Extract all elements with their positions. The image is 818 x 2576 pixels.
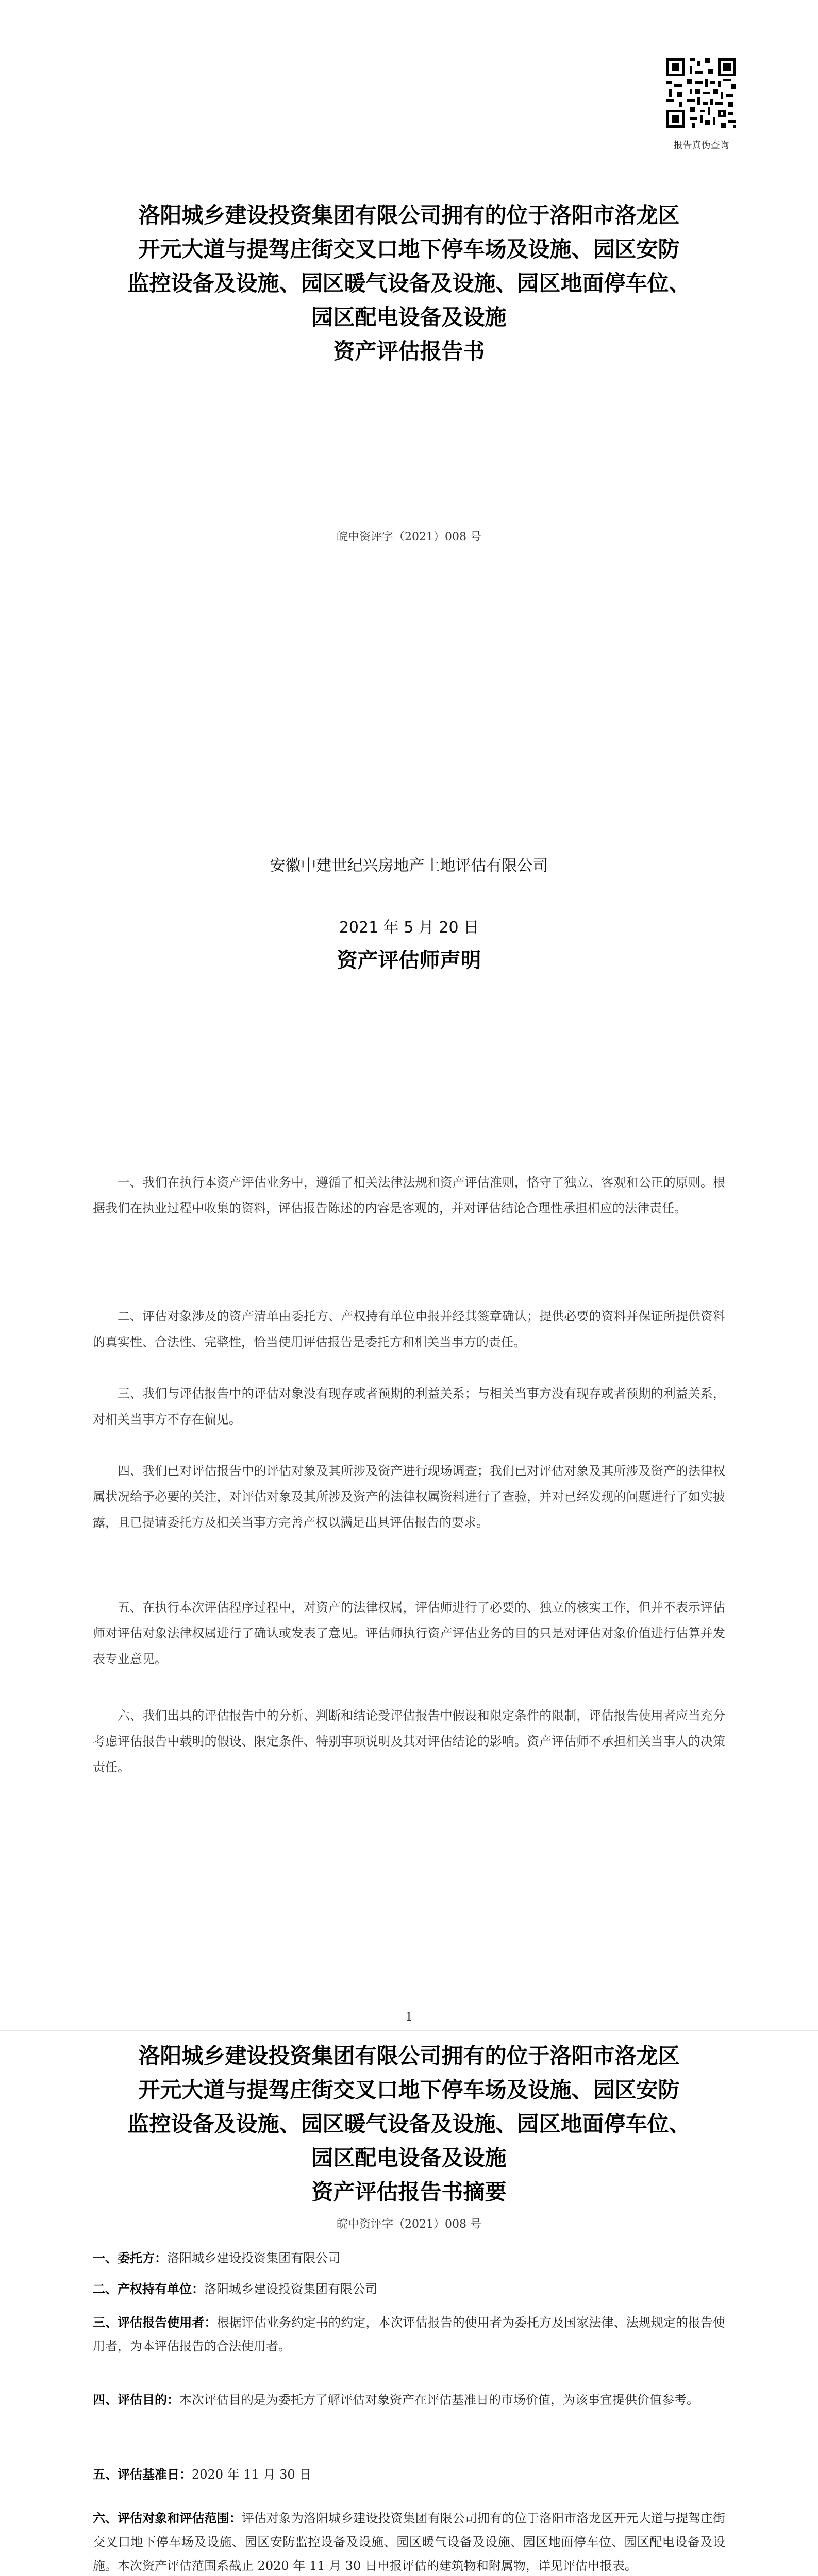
qr-caption: 报告真伪查询 [673,140,729,151]
summary-item [93,2277,725,2301]
item-text: 评估对象为洛阳城乡建设投资集团有限公司拥有的位于洛阳市洛龙区开元大道与提驾庄街交叉口地下停车场及设施、园区安防监控设备及设施、园区暖气设备及设施、园区地面停车位、园区配电设备及设施。本次资产评估范围系截止 2020 年 11 月 30 日申报评估的建筑物和附属物，详见评估申报表。 [93,2511,726,2573]
title-line: 园区配电设备及设施 [311,304,507,330]
item-label: 五、评估基准日： [93,2467,192,2482]
qr-code [664,56,739,130]
item-text: 洛阳城乡建设投资集团有限公司 [204,2282,377,2296]
title-line: 洛阳城乡建设投资集团有限公司拥有的位于洛阳市洛龙区 [138,2043,680,2069]
title-line: 资产评估报告书摘要 [311,2179,507,2205]
item-label: 四、评估目的： [93,2393,179,2407]
page-divider [0,2030,818,2031]
title-line: 开元大道与提驾庄街交叉口地下停车场及设施、园区安防 [138,236,680,262]
summary-item [93,2311,725,2358]
summary-item [93,2388,725,2412]
title-line: 园区配电设备及设施 [311,2145,507,2171]
item-label: 六、评估对象和评估范围： [93,2511,242,2526]
title-line: 监控设备及设施、园区暖气设备及设施、园区地面停车位、 [127,2111,691,2137]
item-text: 2020 年 11 月 30 日 [192,2467,312,2482]
company-name: 安徽中建世纪兴房地产土地评估有限公司 [270,857,548,875]
page-number: 1 [405,2011,413,2024]
report-date: 2021 年 5 月 20 日 [339,919,479,937]
report-title [93,198,725,368]
summary-title [93,2039,725,2209]
statement-paragraph: 三、我们与评估报告中的评估对象没有现存或者预期的利益关系；与相关当事方没有现存或者预期的利益关系，对相关当事方不存在偏见。 [93,1386,725,1427]
item-label: 三、评估报告使用者： [93,2315,217,2330]
item-label: 一、委托方： [93,2251,167,2265]
item-text: 洛阳城乡建设投资集团有限公司 [167,2251,340,2265]
title-line: 监控设备及设施、园区暖气设备及设施、园区地面停车位、 [127,270,691,296]
document-number: 皖中资评字（2021）008 号 [337,531,481,544]
item-text: 本次评估目的是为委托方了解评估对象资产在评估基准日的市场价值，为该事宜提供价值参考。 [179,2393,699,2407]
title-line: 资产评估报告书 [333,338,485,364]
summary-document-number: 皖中资评字（2021）008 号 [337,2218,481,2231]
title-line: 洛阳城乡建设投资集团有限公司拥有的位于洛阳市洛龙区 [138,202,680,228]
section-title: 资产评估师声明 [337,948,481,972]
summary-item [93,2506,725,2576]
statement-paragraph: 五、在执行本次评估程序过程中，对资产的法律权属，评估师进行了必要的、独立的核实工作，但并不表示评估师对评估对象法律权属进行了确认或发表了意见。评估师执行资产评估业务的目的只是对评估对象价值进行估算并发表专业意见。 [93,1600,725,1666]
summary-item [93,2463,725,2486]
statement-paragraph: 六、我们出具的评估报告中的分析、判断和结论受评估报告中假设和限定条件的限制，评估报告使用者应当充分考虑评估报告中载明的假设、限定条件、特别事项说明及其对评估结论的影响。资产评估师不承担相关当事人的决策责任。 [93,1708,725,1774]
item-text: 根据评估业务约定书的约定，本次评估报告的使用者为委托方及国家法律、法规规定的报告使用者，为本评估报告的合法使用者。 [93,2315,726,2353]
statement-paragraph: 二、评估对象涉及的资产清单由委托方、产权持有单位申报并经其签章确认；提供必要的资料并保证所提供资料的真实性、合法性、完整性，恰当使用评估报告是委托方和相关当事方的责任。 [93,1309,725,1349]
title-line: 开元大道与提驾庄街交叉口地下停车场及设施、园区安防 [138,2077,680,2103]
statement-paragraph: 一、我们在执行本资产评估业务中，遵循了相关法律法规和资产评估准则，恪守了独立、客观和公正的原则。根据我们在执业过程中收集的资料，评估报告陈述的内容是客观的，并对评估结论合理性承担相应的法律责任。 [93,1175,725,1215]
statement-paragraph: 四、我们已对评估报告中的评估对象及其所涉及资产进行现场调查；我们已对评估对象及其所涉及资产的法律权属状况给予必要的关注，对评估对象及其所涉及资产的法律权属资料进行了查验，并对已经发现的问题进行了如实披露，且已提请委托方及相关当事方完善产权以满足出具评估报告的要求。 [93,1464,725,1530]
summary-item [93,2246,725,2270]
item-label: 二、产权持有单位： [93,2282,204,2296]
